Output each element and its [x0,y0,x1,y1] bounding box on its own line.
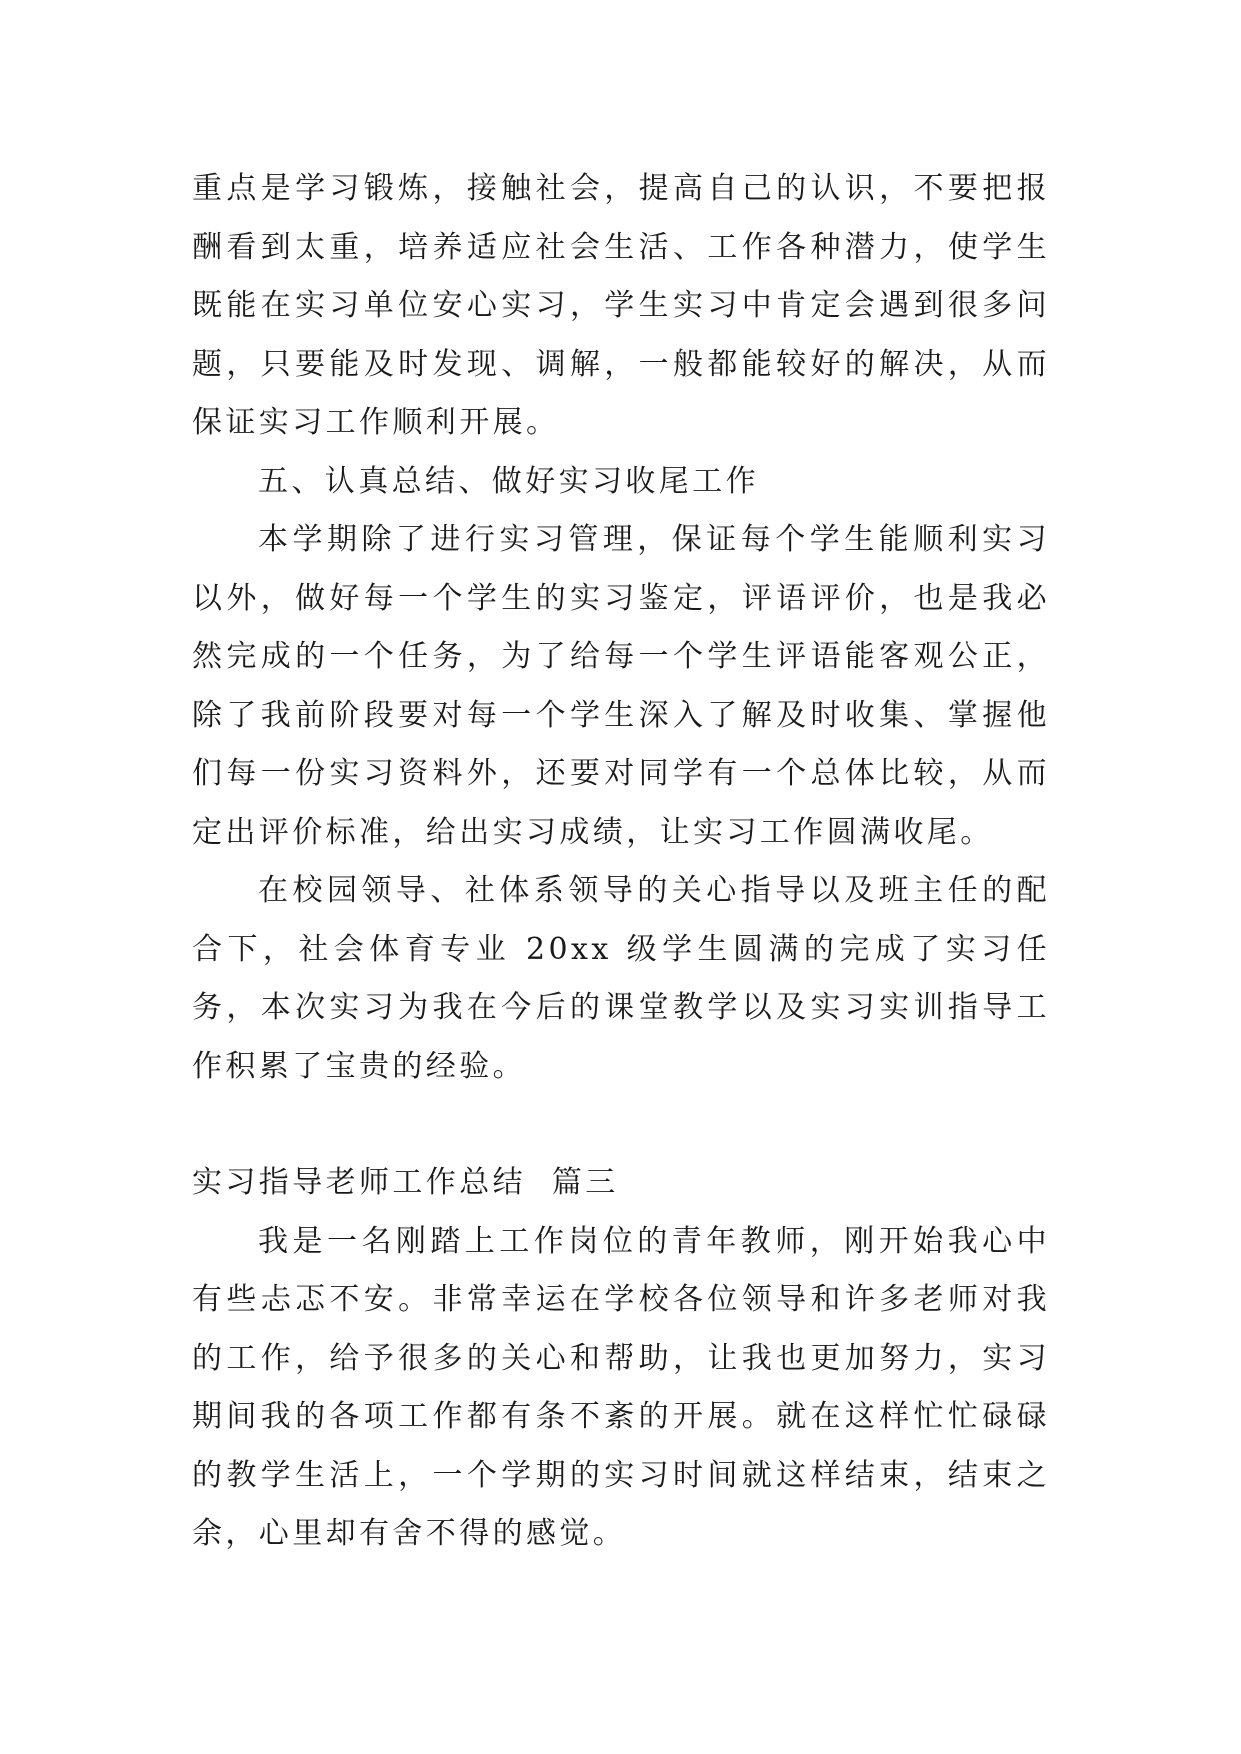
paragraphs-bottom [192,1213,1050,1564]
paragraph: 我是一名刚踏上工作岗位的青年教师，刚开始我心中有些忐忑不安。非常幸运在学校各位领导和许多老师对我的工作，给予很多的关心和帮助，让我也更加努力，实习期间我的各项工作都有条不紊的开展。就在这样忙忙碌碌的教学生活上，一个学期的实习时间就这样结束，结束之余，心里却有舍不得的感觉。 [192,1223,1050,1551]
paragraphs-top [192,160,1050,1096]
paragraph: 在校园领导、社体系领导的关心指导以及班主任的配合下，社会体育专业 20xx 级学生圆满的完成了实习任务，本次实习为我在今后的课堂教学以及实习实训指导工作积累了宝贵的经验。 [192,873,1050,1084]
paragraph: 本学期除了进行实习管理，保证每个学生能顺利实习以外，做好每一个学生的实习鉴定，评语评价，也是我必然完成的一个任务，为了给每一个学生评语能客观公正，除了我前阶段要对每一个学生深入了解及时收集、掌握他们每一份实习资料外，还要对同学有一个总体比较，从而定出评价标准，给出实习成绩，让实习工作圆满收尾。 [192,522,1050,850]
paragraph: 重点是学习锻炼，接触社会，提高自己的认识，不要把报酬看到太重，培养适应社会生活、工作各种潜力，使学生既能在实习单位安心实习，学生实习中肯定会遇到很多问题，只要能及时发现、调解，一般都能较好的解决，从而保证实习工作顺利开展。 [192,171,1050,440]
section-spacer [192,1096,1050,1154]
section-five-heading: 五、认真总结、做好实习收尾工作 [258,463,759,499]
section-title: 实习指导老师工作总结 篇三 [192,1165,619,1200]
document-body [192,160,1050,1564]
